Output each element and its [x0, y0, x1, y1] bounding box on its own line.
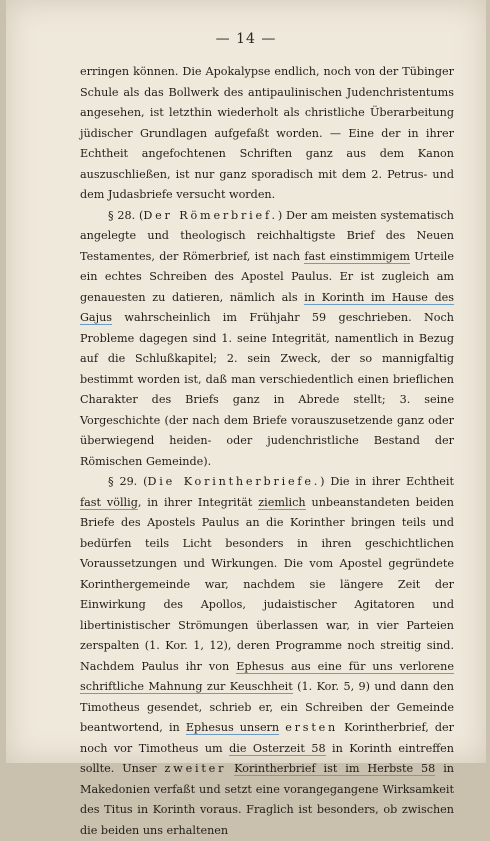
text-run: unbeanstandeten beiden Briefe des Apostels Paulus an die Korinther bringen teils und bedürfen teils Licht besonders in ihren geschichtlichen Voraussetzungen und Wirkungen. Die vom Apostel gegründete Korinthergemeinde war, nachdem sie längere Zeit der Einwirkung des Apollos, judaistischer Agitatoren und libertinistischer Strömungen überlassen war, in vier Parteien zerspalten (1. Kor. 1, 12), deren Programme noch streitig sind. Nachdem Paulus ihr von — [80, 495, 454, 673]
text-run: erringen können. Die Apokalypse endlich, noch von der Tübinger Schule als das Bollwerk des antipaulinischen Judenchristentums angesehen, ist letzthin wiederholt als christliche Überarbeitung jüdischer Grundlagen aufgefaßt worden. — Eine der in ihrer Echtheit angefochtenen Schriften ganz aus dem Kanon auszuschließen, ist nur ganz sporadisch mit dem 2. Petrus- und dem Judasbriefe versucht worden. — [80, 65, 454, 201]
paragraph — [80, 472, 454, 841]
text-run: § 28. ( — [108, 208, 144, 222]
text-run: in Makedonien verfaßt und setzt eine vorangegangene Wirksamkeit des Titus in Korinth voraus. Fraglich ist besonders, ob zwischen die beiden uns erhaltenen — [80, 762, 455, 837]
text-run: ) Die in ihrer Echtheit — [320, 475, 454, 488]
text-run: (1. Kor. 5, 9) und dann den Timotheus gesendet, schrieb er, ein Schreiben der Gemeinde beantwortend, in — [80, 680, 454, 734]
text-run: Urteile ein echtes Schreiben des Apostel Paulus. Er ist zugleich am genauesten zu datieren, nämlich als — [80, 249, 454, 304]
underlined-text: Korintherbrief ist im Herbste 58 — [234, 762, 436, 775]
text-run — [226, 762, 234, 775]
spaced-text: Die Korintherbriefe. — [147, 475, 321, 488]
page-number: — 14 — — [215, 31, 277, 47]
text-run: Korintherbrief, der noch vor Timotheus um — [80, 721, 455, 755]
underlined-text: Ephesus unsern — [185, 721, 280, 734]
book-page — [6, 0, 486, 837]
underlined-text: fast einstimmigem — [304, 249, 411, 263]
paragraph — [80, 206, 454, 473]
spaced-text: Der Römerbrief. — [143, 208, 278, 222]
underlined-text: fast völlig — [80, 495, 138, 509]
underlined-text: ziemlich — [258, 495, 306, 509]
spaced-text: zweiter — [164, 762, 227, 775]
text-run: ) Der am meisten systematisch angelegte und theologisch reichhaltigste Brief des Neuen Testamentes, der Römerbrief, ist nach — [80, 208, 454, 263]
body-text — [80, 62, 454, 841]
underlined-text: in Korinth im Hause des Gajus — [80, 290, 454, 324]
text-run: , in ihrer Integrität — [137, 495, 259, 509]
text-run: wahrscheinlich im Frühjahr 59 geschrieben. Noch Probleme dagegen sind 1. seine Integrität, namentlich in Bezug auf die Schlußkapitel; 2. sein Zweck, der so mannigfaltig bestimmt worden ist, daß man verschiedentlich einen brieflichen Charakter des Briefs ganz in Abrede stellt; 3. seine Vorgeschichte (der nach dem Briefe vorauszusetzende ganz oder überwiegend heiden- oder judenchristliche Bestand der Römischen Gemeinde). — [80, 311, 454, 468]
underlined-text: die Osterzeit 58 — [229, 741, 326, 755]
text-run: § 29. ( — [108, 475, 148, 488]
text-run: in Korinth eintreffen sollte. Unser — [80, 741, 454, 775]
paragraph — [80, 62, 454, 206]
underlined-text: Ephesus aus eine für uns verlorene schriftliche Mahnung zur Keuschheit — [80, 659, 454, 693]
spaced-text: ersten — [285, 721, 339, 734]
